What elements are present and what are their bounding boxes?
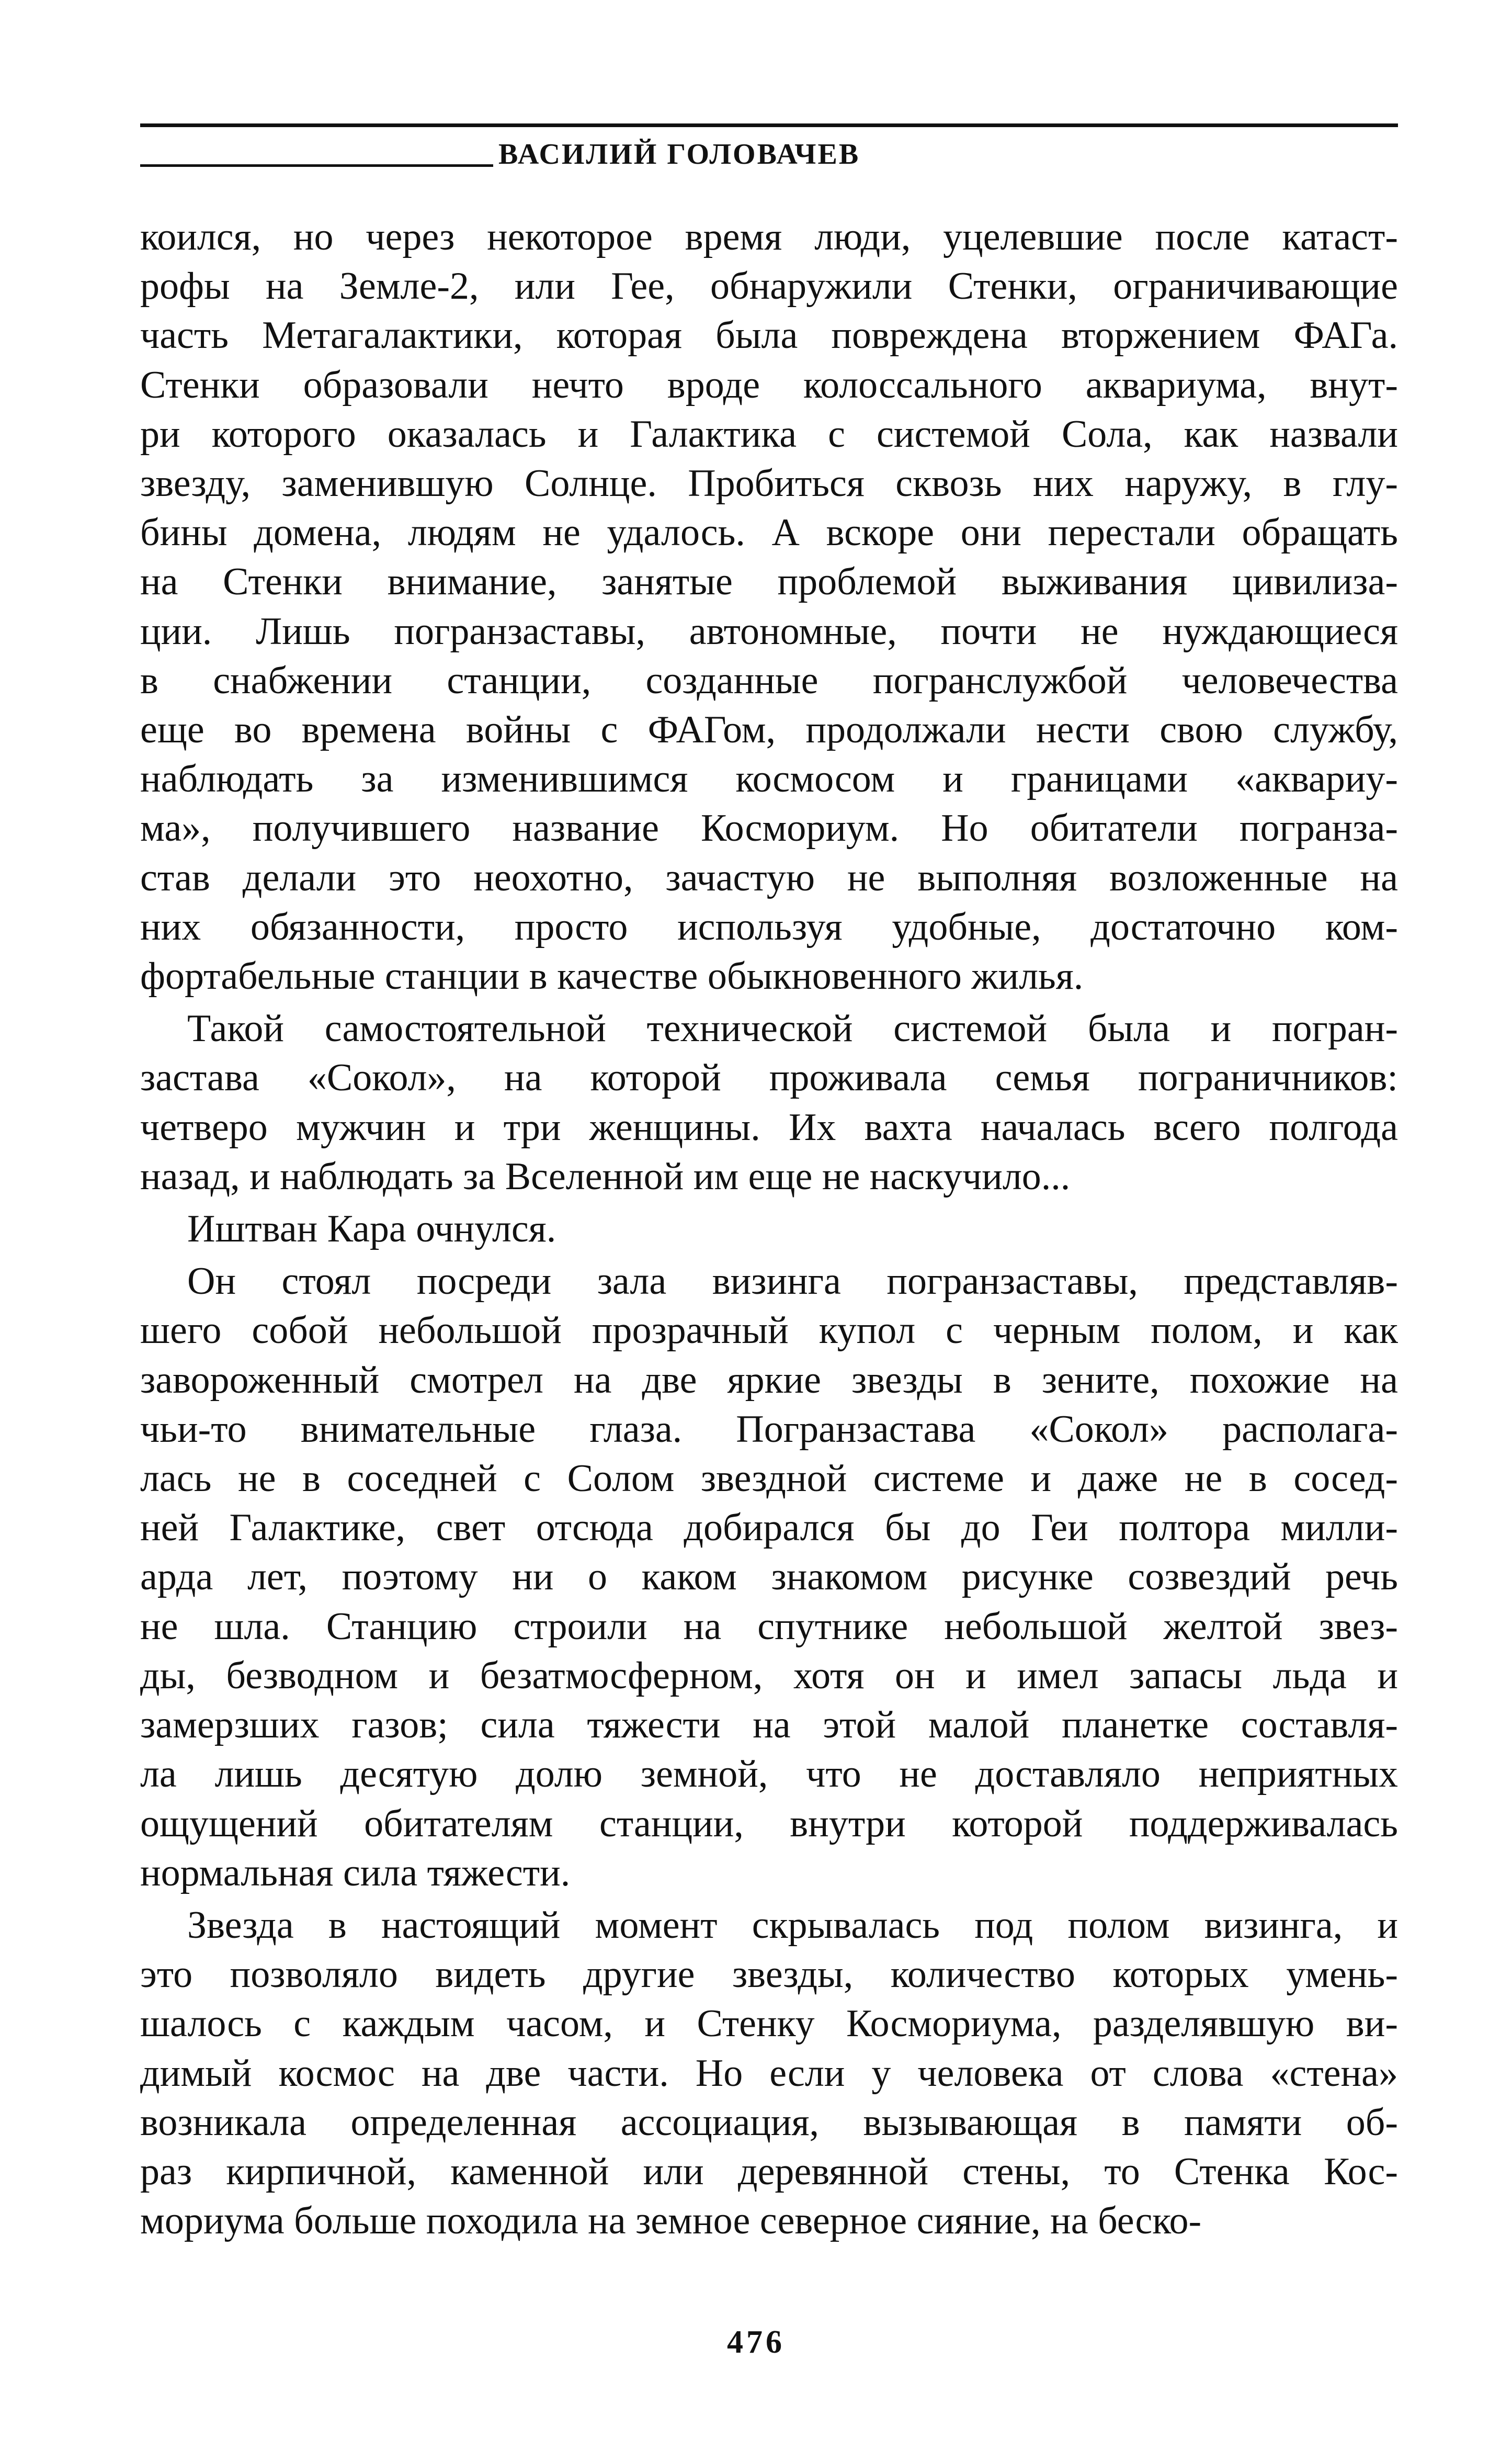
text-line: застава «Сокол», на которой проживала семья пограничников:: [140, 1056, 1398, 1100]
text-line: назад, и наблюдать за Вселенной им еще не наскучило...: [140, 1155, 1071, 1198]
text-line: ри которого оказалась и Галактика с системой Сола, как назвали: [140, 412, 1398, 456]
text-line: шалось с каждым часом, и Стенку Космориума, разделявшую ви-: [140, 2002, 1398, 2046]
text-line: коился, но через некоторое время люди, уцелевшие после катаст-: [140, 216, 1398, 258]
text-line: став делали это неохотно, зачастую не выполняя возложенные на: [140, 856, 1398, 899]
text-line: ды, безводном и безатмосферном, хотя он и имел запасы льда и: [140, 1654, 1398, 1697]
text-line: Звезда в настоящий момент скрывалась под полом визинга, и: [187, 1903, 1398, 1947]
text-line: Стенки образовали нечто вроде колоссального аквариума, внут-: [140, 363, 1398, 406]
text-line: Он стоял посреди зала визинга погранзаставы, представляв-: [187, 1260, 1398, 1303]
text-line: ции. Лишь погранзаставы, автономные, почти не нуждающиеся: [140, 609, 1398, 653]
text-line: ла лишь десятую долю земной, что не доставляло неприятных: [140, 1753, 1398, 1796]
text-line: на Стенки внимание, занятые проблемой выживания цивилиза-: [140, 560, 1398, 604]
text-line: рофы на Земле-2, или Гее, обнаружили Стенки, ограничивающие: [140, 265, 1398, 308]
text-line: них обязанности, просто используя удобные, достаточно ком-: [140, 905, 1398, 948]
text-line: возникала определенная ассоциация, вызывающая в памяти об-: [140, 2101, 1398, 2144]
text-line: шего собой небольшой прозрачный купол с черным полом, и как: [140, 1309, 1398, 1352]
header-rule-left: [140, 164, 493, 167]
text-line: раз кирпичной, каменной или деревянной стены, то Стенка Кос-: [140, 2150, 1398, 2193]
body-text: [140, 212, 1398, 2245]
text-line: Иштван Кара очнулся.: [187, 1207, 556, 1251]
text-line: завороженный смотрел на две яркие звезды в зените, похожие на: [140, 1358, 1398, 1402]
text-line: не шла. Станцию строили на спутнике небольшой желтой звез-: [140, 1605, 1398, 1648]
text-line: арда лет, поэтому ни о каком знакомом рисунке созвездий речь: [140, 1555, 1398, 1599]
text-line: фортабельные станции в качестве обыкновенного жилья.: [140, 955, 1084, 998]
header-rule-top: [140, 123, 1398, 127]
text-line: Такой самостоятельной технической системой была и погран-: [187, 1007, 1398, 1051]
text-line: ощущений обитателям станции, внутри которой поддерживалась: [140, 1802, 1398, 1845]
text-line: это позволяло видеть другие звезды, количество которых умень-: [140, 1953, 1398, 1996]
page-number: 476: [727, 2324, 785, 2360]
text-line: четверо мужчин и три женщины. Их вахта началась всего полгода: [140, 1105, 1398, 1149]
text-line: часть Метагалактики, которая была повреждена вторжением ФАГа.: [140, 314, 1398, 357]
running-head: ВАСИЛИЙ ГОЛОВАЧЕВ: [498, 138, 860, 171]
text-line: замерзших газов; сила тяжести на этой малой планетке составля-: [140, 1703, 1398, 1747]
text-line: мориума больше походила на земное северное сияние, на беско-: [140, 2199, 1202, 2243]
text-line: нормальная сила тяжести.: [140, 1851, 571, 1894]
text-line: лась не в соседней с Солом звездной системе и даже не в сосед-: [140, 1457, 1398, 1500]
text-line: димый космос на две части. Но если у человека от слова «стена»: [140, 2051, 1398, 2095]
text-line: еще во времена войны с ФАГом, продолжали нести свою службу,: [140, 708, 1398, 752]
text-line: звезду, заменившую Солнце. Пробиться сквозь них наружу, в глу-: [140, 462, 1398, 505]
text-line: чьи-то внимательные глаза. Погранзастава «Сокол» располагa-: [140, 1407, 1398, 1451]
text-line: бины домена, людям не удалось. А вскоре они перестали обращать: [140, 511, 1398, 555]
text-line: ма», получившего название Космориум. Но обитатели погранза-: [140, 807, 1398, 850]
text-line: наблюдать за изменившимся космосом и границами «аквариу-: [140, 758, 1398, 801]
text-line: в снабжении станции, созданные погранслужбой человечества: [140, 659, 1398, 702]
text-line: ней Галактике, свет отсюда добирался бы до Геи полтора милли-: [140, 1506, 1398, 1550]
